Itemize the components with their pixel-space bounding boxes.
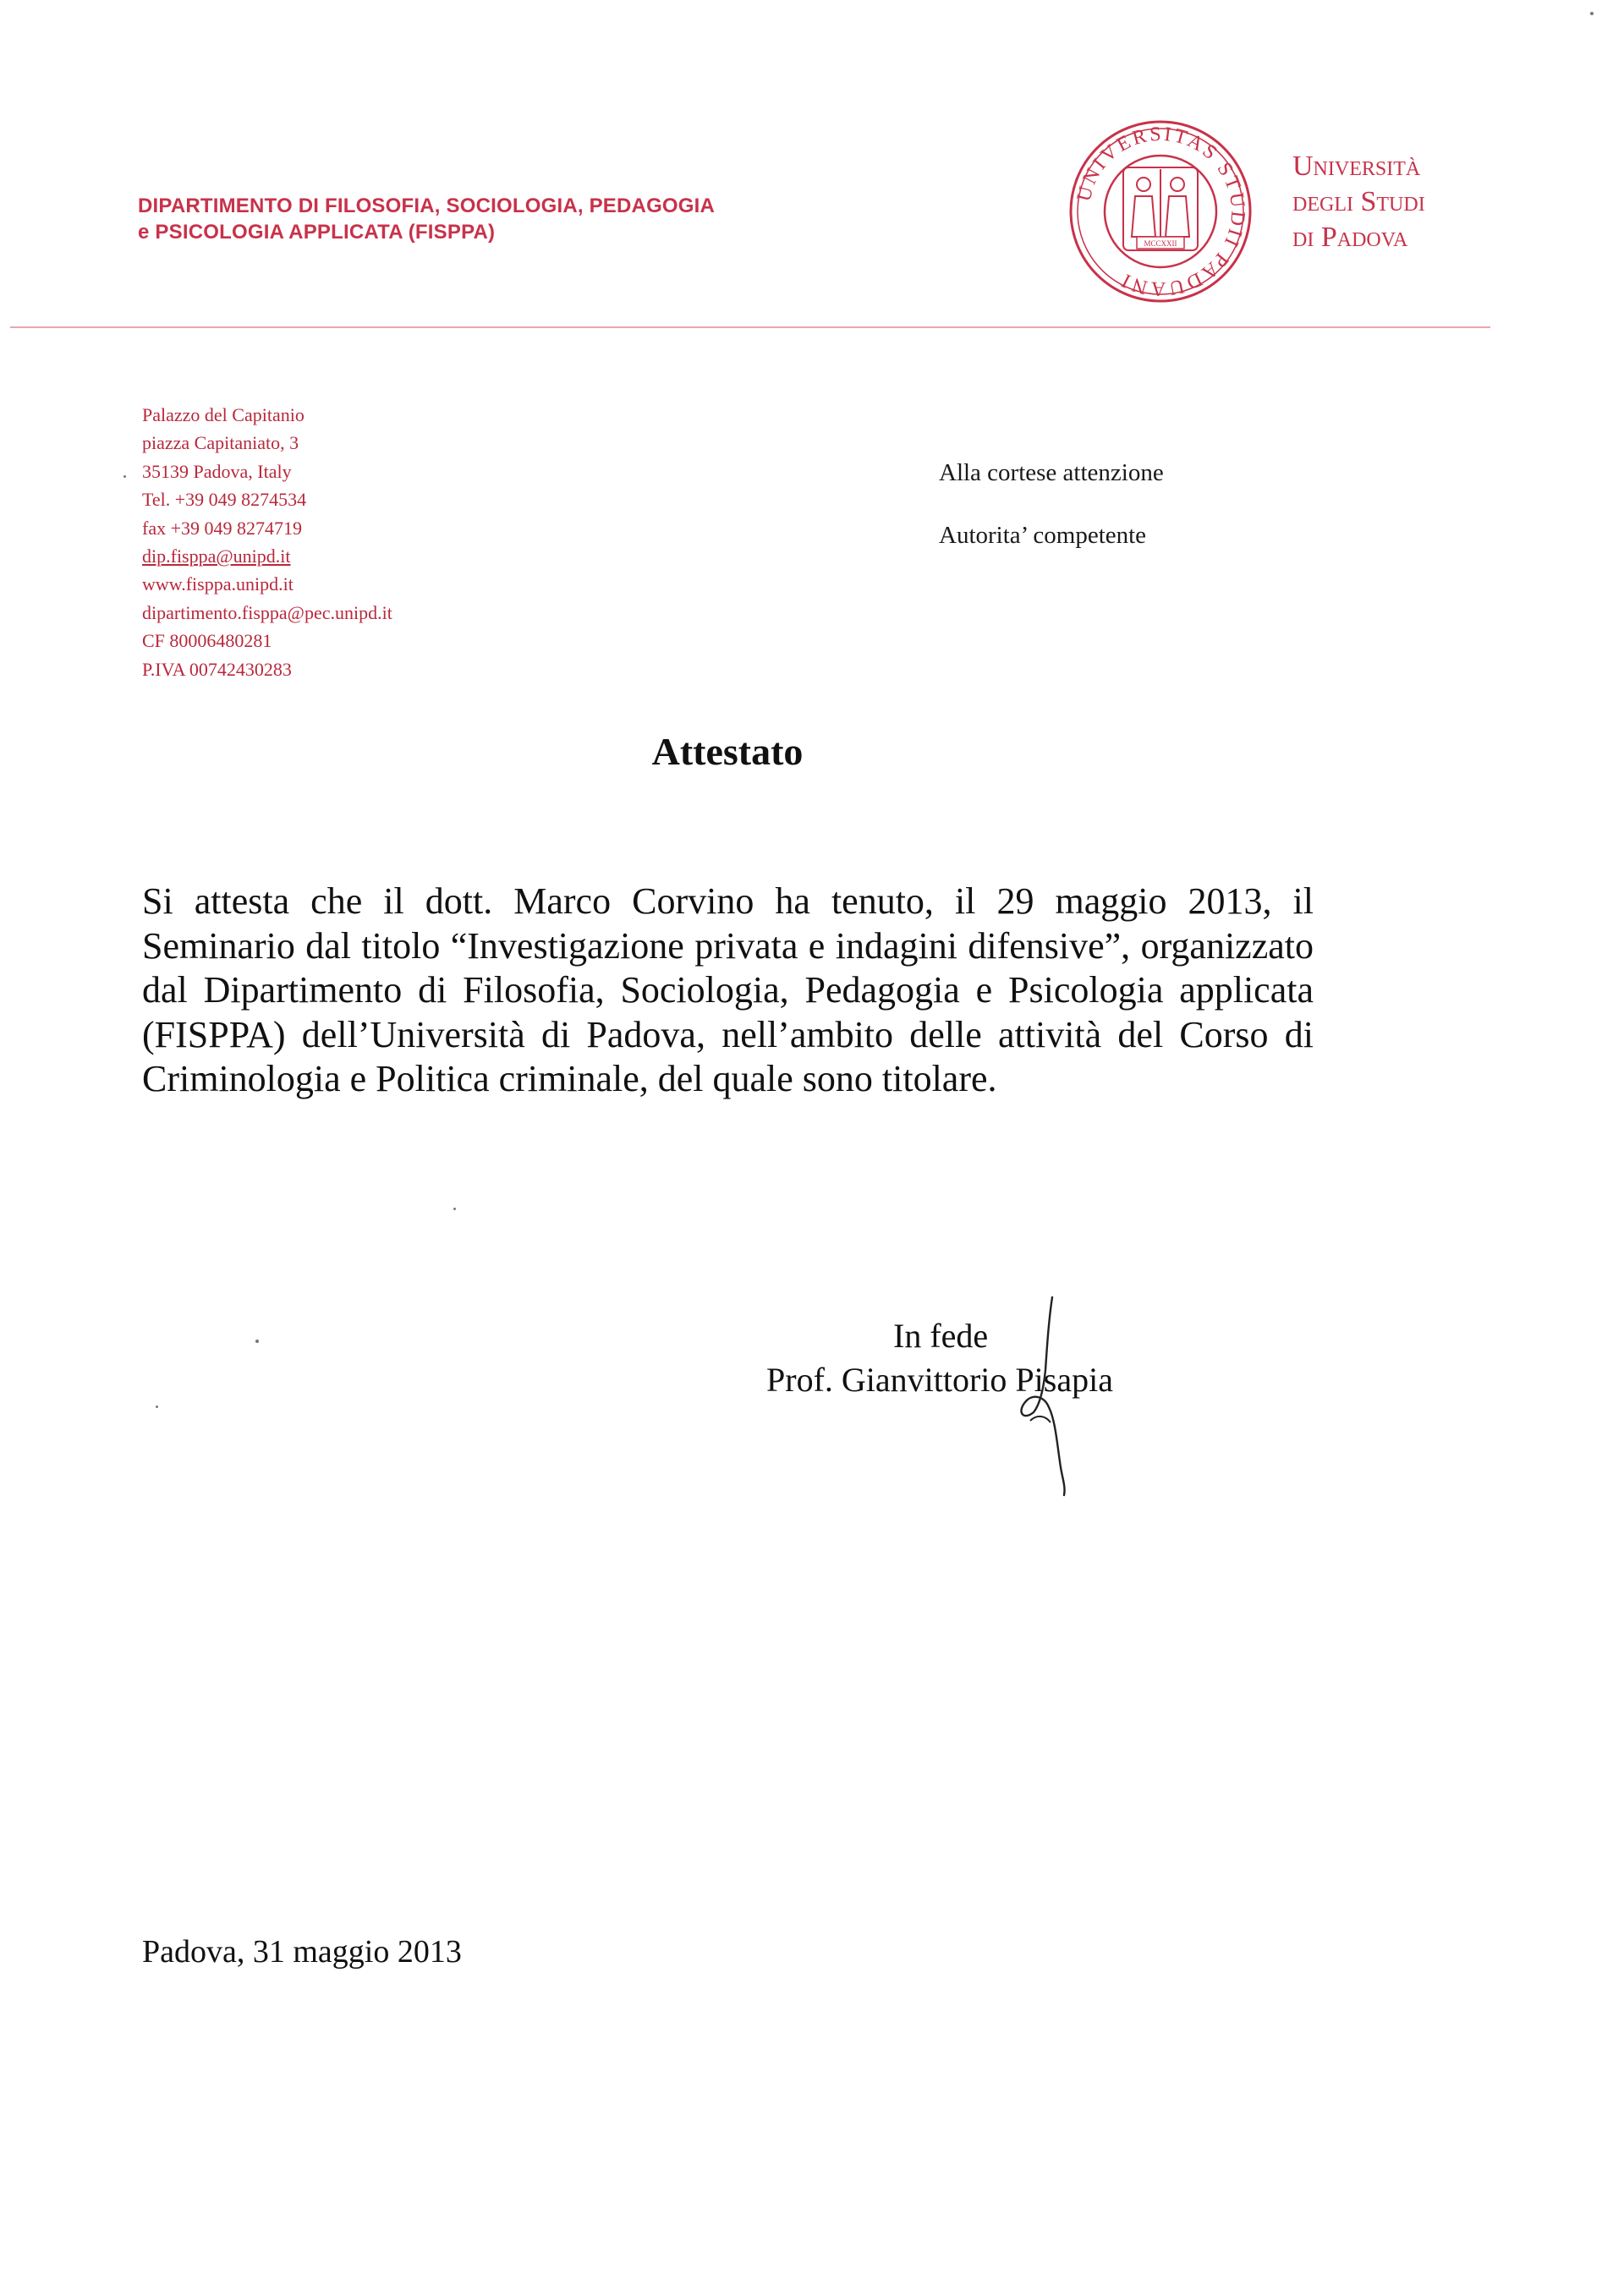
recipient-block [939,441,1164,567]
address-block [142,401,392,683]
scan-speck [1590,12,1594,15]
recipient-line2: Autorita’ competente [939,522,1147,549]
department-name [138,193,715,245]
document-title: Attestato [651,730,804,773]
seal-year: MCCXXII [1144,239,1177,248]
university-name-line1: Università [1292,151,1421,182]
address-tel: Tel. +39 049 8274534 [142,489,307,511]
university-seal [1067,118,1254,304]
address-line: piazza Capitaniato, 3 [142,432,299,454]
university-name-line2: degli Studi [1292,186,1425,217]
closing: In fede [893,1317,989,1355]
university-name [1292,149,1425,255]
address-fax: fax +39 049 8274719 [142,517,302,539]
address-line: 35139 Padova, Italy [142,460,292,482]
address-pec-link[interactable]: dipartimento.fisppa@pec.unipd.it [142,601,392,623]
university-name-line3: di Padova [1292,222,1408,253]
document-date: Padova, 31 maggio 2013 [142,1934,462,1970]
address-email-link[interactable]: dip.fisppa@unipd.it [142,545,291,567]
department-name-line1: DIPARTIMENTO DI FILOSOFIA, SOCIOLOGIA, PEDAGOGIA [138,195,716,217]
scan-speck [453,1208,456,1210]
recipient-line1: Alla cortese attenzione [939,459,1164,486]
scan-speck [156,1406,158,1408]
seal-text: UNIVERSITAS STUDII PADUANI [1073,123,1249,300]
address-web-link[interactable]: www.fisppa.unipd.it [142,573,294,595]
address-cf: CF 80006480281 [142,630,272,652]
scan-speck [123,475,126,478]
address-line: Palazzo del Capitanio [142,404,304,425]
header-divider [10,326,1490,328]
department-name-line2: e PSICOLOGIA APPLICATA (FISPPA) [138,221,496,244]
signatory-name: Prof. Gianvittorio Pisapia [766,1361,1113,1399]
address-piva: P.IVA 00742430283 [142,658,292,680]
scan-speck [255,1340,259,1343]
handwritten-signature [981,1285,1100,1514]
body-paragraph: Si attesta che il dott. Marco Corvino ha tenuto, il 29 maggio 2013, il Seminario dal titolo “Investigazione privata e indagini difensive”, organizzato dal Dipartimento di Filosofia, Sociologia, Pedagogia e Psicologia applicata (FISPPA) dell’Università di Padova, nell’ambito delle attività del Corso di Criminologia e Politica criminale, del quale sono titolare. [142,880,1314,1099]
